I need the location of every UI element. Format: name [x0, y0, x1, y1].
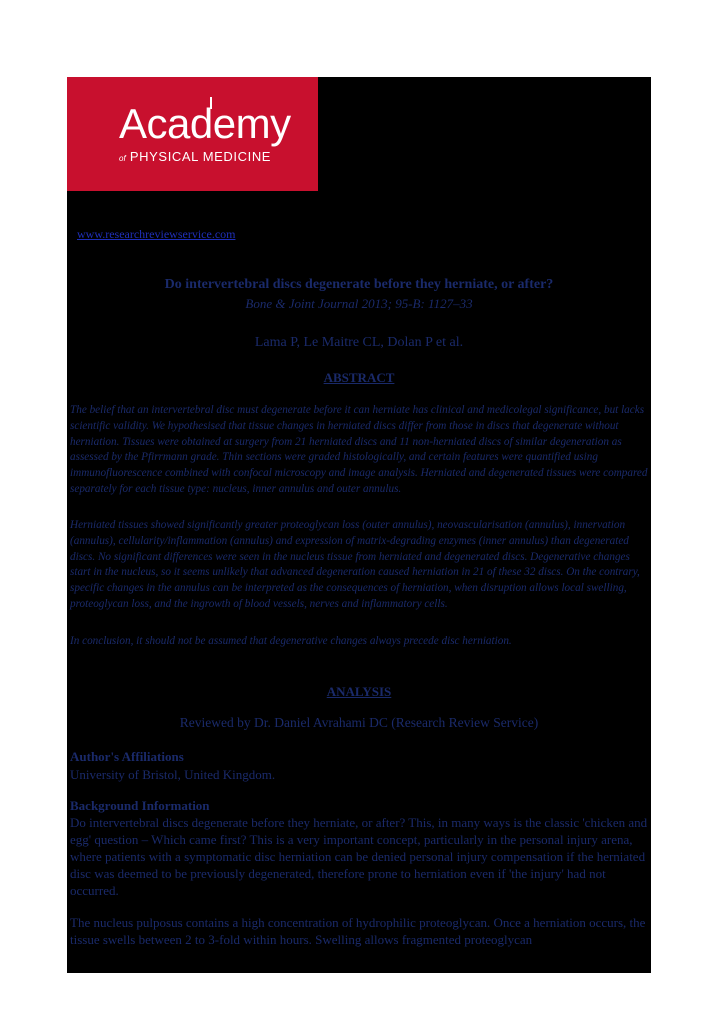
reviewer-line: Reviewed by Dr. Daniel Avrahami DC (Research Review Service)	[179, 715, 539, 730]
affiliations-heading: Author's Affiliations	[70, 749, 184, 764]
abstract-paragraph: In conclusion, it should not be assumed that degenerative changes always precede disc herniation.	[70, 635, 512, 647]
logo-sub-text: PHYSICAL MEDICINE	[129, 149, 272, 164]
academy-logo[interactable]	[67, 77, 318, 191]
journal-citation: Bone & Joint Journal 2013; 95-B: 1127–33	[245, 296, 473, 311]
document-page	[67, 77, 651, 973]
abstract-paragraph: Herniated tissues showed significantly greater proteoglycan loss (outer annulus), neovascularisation (annulus), innervation (annulus), cellularity/inflammation (annulus) and expression of matrix-degrading enzymes (inner annulus) than degenerated discs. No significant differences were seen in the nucleus tissue from herniated and degenerated discs. Degenerative changes start in the nucleus, so it seems unlikely that advanced degeneration caused herniation in 21 of these 32 discs. On the contrary, specific changes in the annulus can be interpreted as the consequences of herniation, when disruption allows local swelling, proteoglycan loss, and the ingrowth of blood vessels, nerves and inflammatory cells.	[70, 519, 640, 610]
abstract-paragraph: The belief that an intervertebral disc must degenerate before it can herniate has clinical and medicolegal significance, but lacks scientific validity. We hypothesised that tissue changes in herniated discs differ from those in discs that degenerate without herniation. Tissues were obtained at surgery from 21 herniated discs and 11 non-herniated discs of similar degeneration as assessed by the Pfirrmann grade. Thin sections were graded histologically, and certain features were quantified using immunofluorescence combined with confocal microscopy and image analysis. Herniated and degenerated tissues were compared separately for each tissue type: nucleus, inner annulus and outer annulus.	[70, 404, 648, 495]
background-heading: Background Information	[70, 798, 210, 813]
abstract-heading: ABSTRACT	[323, 370, 395, 385]
background-paragraph: The nucleus pulposus contains a high concentration of hydrophilic proteoglycan. Once a herniation occurs, the tissue swells between 2 to 3-fold within hours. Swelling allows fragmented proteoglycan	[70, 915, 646, 947]
logo-sub-of: of	[119, 154, 126, 163]
article-authors: Lama P, Le Maitre CL, Dolan P et al.	[254, 335, 464, 350]
background-paragraph: Do intervertebral discs degenerate before they herniate, or after? This, in many ways is the classic 'chicken and egg' question – Which came first? This is a very important concept, particularly in the personal injury arena, where patients with a symptomatic disc herniation can be denied personal injury compensation if the herniated disc was deemed to be previously degenerated, therefore prone to herniation even if 'the injury' had not occurred.	[70, 815, 648, 898]
affiliations-text: University of Bristol, United Kingdom.	[70, 767, 276, 782]
analysis-heading: ANALYSIS	[326, 684, 392, 699]
website-link[interactable]: www.researchreviewservice.com	[77, 227, 236, 241]
article-title: Do intervertebral discs degenerate before they herniate, or after?	[164, 277, 554, 292]
logo-main-text: Academy	[119, 100, 291, 147]
logo-subtitle	[119, 150, 271, 166]
